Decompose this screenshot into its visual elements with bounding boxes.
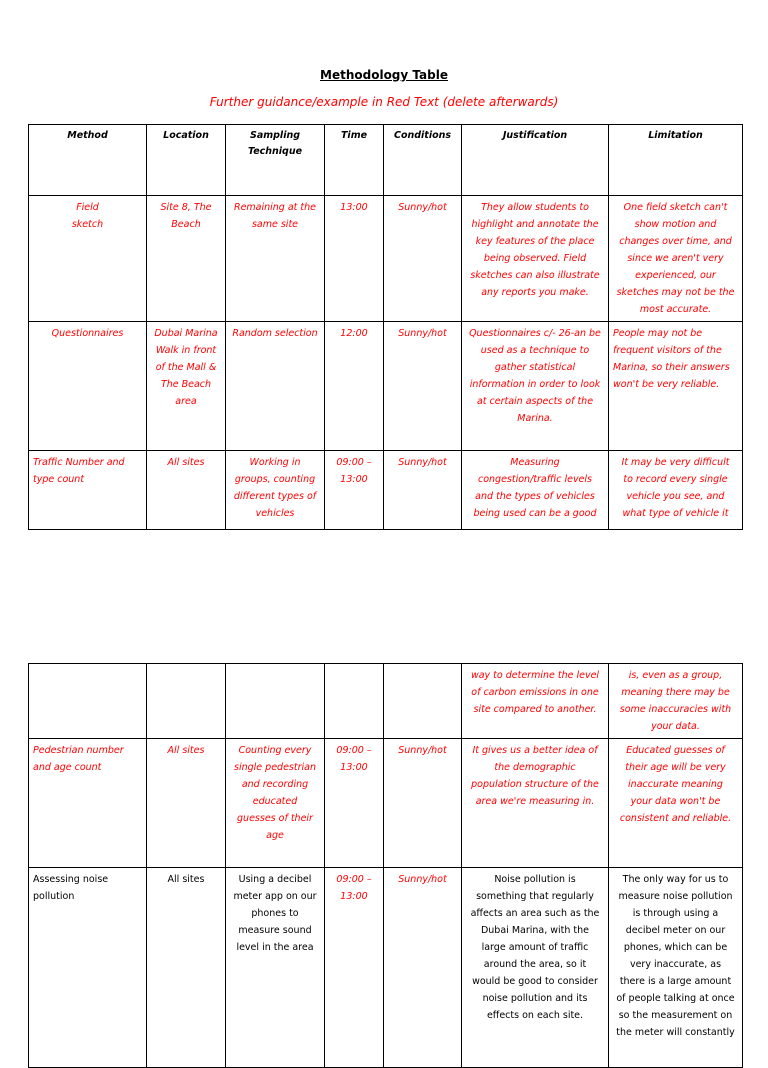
cell-method: Field sketch (29, 196, 147, 322)
methodology-table-continued (28, 663, 743, 1068)
header-method: Method (29, 125, 147, 196)
cell-justification: It gives us a better idea of the demographic population structure of the area we're measuring in. (462, 739, 609, 868)
document-title: Methodology Table (320, 68, 448, 82)
cell-conditions: Sunny/hot (384, 739, 462, 868)
header-sampling-technique: Sampling Technique (226, 125, 325, 196)
cell-conditions: Sunny/hot (384, 322, 462, 451)
cell-sampling: Using a decibel meter app on our phones to measure sound level in the area (226, 868, 325, 1068)
cell-conditions: Sunny/hot (384, 196, 462, 322)
header-location: Location (147, 125, 226, 196)
header-time: Time (325, 125, 384, 196)
cell-time: 09:00 – 13:00 (325, 451, 384, 530)
cell-time: 12:00 (325, 322, 384, 451)
header-row (29, 125, 743, 196)
cell-location: Site 8, The Beach (147, 196, 226, 322)
cell-location (147, 664, 226, 739)
header-justification: Justification (462, 125, 609, 196)
cell-conditions (384, 664, 462, 739)
cell-location: All sites (147, 868, 226, 1068)
cell-sampling (226, 664, 325, 739)
cell-justification: way to determine the level of carbon emissions in one site compared to another. (462, 664, 609, 739)
cell-location: All sites (147, 739, 226, 868)
table-row (29, 664, 743, 739)
cell-limitation: is, even as a group, meaning there may be some inaccuracies with your data. (609, 664, 743, 739)
cell-justification: Measuring congestion/traffic levels and the types of vehicles being used can be a good (462, 451, 609, 530)
cell-justification: They allow students to highlight and annotate the key features of the place being observed. Field sketches can also illustrate any reports you make. (462, 196, 609, 322)
cell-location: All sites (147, 451, 226, 530)
table-row (29, 451, 743, 530)
guidance-note: Further guidance/example in Red Text (delete afterwards) (209, 95, 559, 109)
cell-justification: Questionnaires c/- 26-an be used as a technique to gather statistical information in order to look at certain aspects of the Marina. (462, 322, 609, 451)
cell-justification: Noise pollution is something that regularly affects an area such as the Dubai Marina, with the large amount of traffic around the area, so it would be good to consider noise pollution and its effects on each site. (462, 868, 609, 1068)
cell-limitation: Educated guesses of their age will be very inaccurate meaning your data won't be consistent and reliable. (609, 739, 743, 868)
cell-method: Traffic Number and type count (29, 451, 147, 530)
cell-method: Questionnaires (29, 322, 147, 451)
cell-sampling: Remaining at the same site (226, 196, 325, 322)
header-limitation: Limitation (609, 125, 743, 196)
cell-limitation: The only way for us to measure noise pollution is through using a decibel meter on our phones, which can be very inaccurate, as there is a large amount of people talking at once so the measurement on the meter will constantly (609, 868, 743, 1068)
cell-location: Dubai Marina Walk in front of the Mall & The Beach area (147, 322, 226, 451)
cell-time: 09:00 – 13:00 (325, 868, 384, 1068)
table-row (29, 322, 743, 451)
table-row (29, 739, 743, 868)
cell-method (29, 664, 147, 739)
cell-sampling: Random selection (226, 322, 325, 451)
cell-conditions: Sunny/hot (384, 451, 462, 530)
cell-time: 09:00 – 13:00 (325, 739, 384, 868)
cell-limitation: People may not be frequent visitors of the Marina, so their answers won't be very reliable. (609, 322, 743, 451)
header-conditions: Conditions (384, 125, 462, 196)
cell-time: 13:00 (325, 196, 384, 322)
cell-method: Pedestrian number and age count (29, 739, 147, 868)
cell-conditions: Sunny/hot (384, 868, 462, 1068)
cell-method: Assessing noise pollution (29, 868, 147, 1068)
cell-limitation: One field sketch can't show motion and changes over time, and since we aren't very experienced, our sketches may not be the most accurate. (609, 196, 743, 322)
cell-sampling: Working in groups, counting different types of vehicles (226, 451, 325, 530)
table-row (29, 196, 743, 322)
methodology-table (28, 124, 743, 530)
table-row (29, 868, 743, 1068)
cell-limitation: It may be very difficult to record every single vehicle you see, and what type of vehicle it (609, 451, 743, 530)
cell-sampling: Counting every single pedestrian and recording educated guesses of their age (226, 739, 325, 868)
cell-time (325, 664, 384, 739)
